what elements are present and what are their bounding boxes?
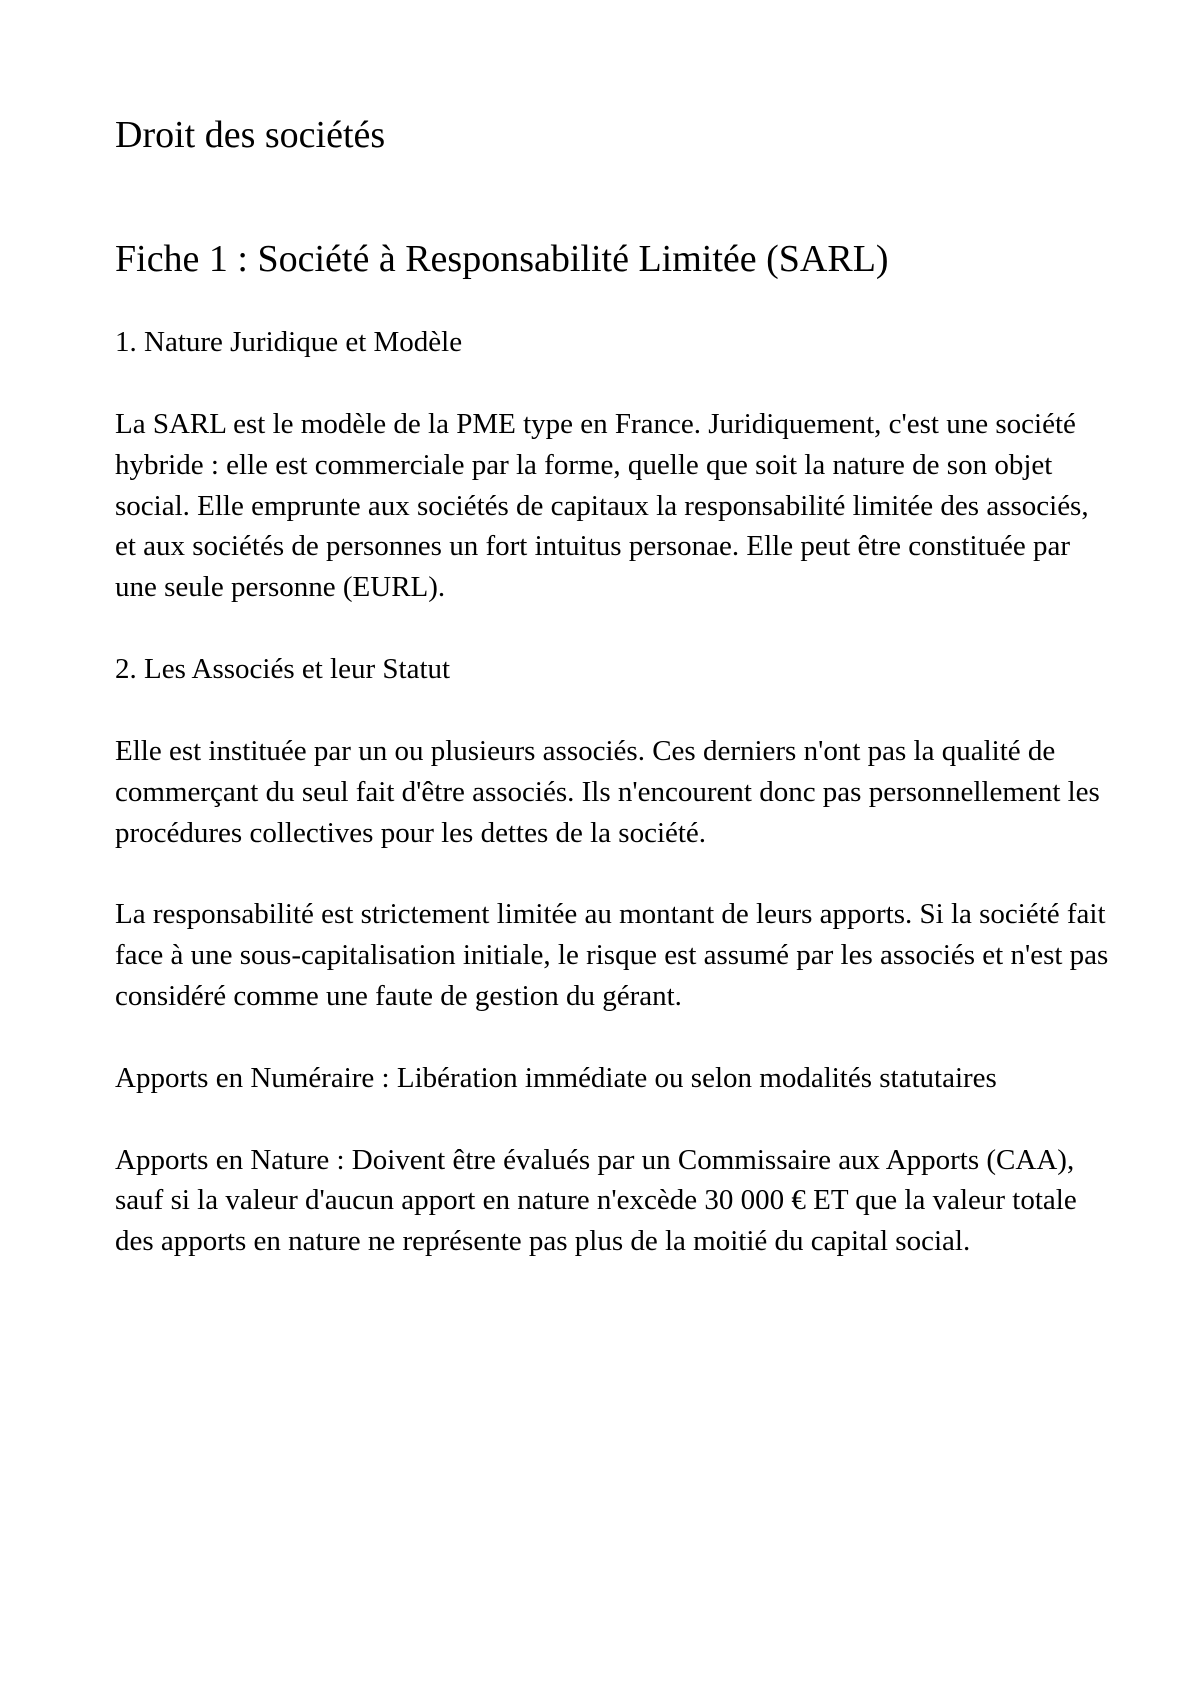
- paragraph-apports-numeraire: Apports en Numéraire : Libération immédiate ou selon modalités statutaires: [115, 1061, 997, 1094]
- paragraph-apports-nature: Apports en Nature : Doivent être évalués par un Commissaire aux Apports (CAA), sauf si la valeur d'aucun apport en nature n'excède 30 000 € ET que la valeur totale des apports en nature ne représente pas plus de la moitié du capital social.: [115, 1143, 1077, 1258]
- document-title: Droit des sociétés: [115, 114, 386, 156]
- fiche-title: Fiche 1 : Société à Responsabilité Limitée (SARL): [115, 238, 889, 280]
- section-heading-nature: 1. Nature Juridique et Modèle: [115, 326, 463, 358]
- paragraph-nature-juridique: La SARL est le modèle de la PME type en France. Juridiquement, c'est une société hybride : elle est commerciale par la forme, quelle que soit la nature de son objet social. Elle emprunte aux sociétés de capitaux la responsabilité limitée des associés, et aux sociétés de personnes un fort intuitus personae. Elle peut être constituée par une seule personne (EURL).: [115, 408, 1089, 604]
- section-heading-associes: 2. Les Associés et leur Statut: [115, 652, 451, 685]
- paragraph-responsabilite: La responsabilité est strictement limitée au montant de leurs apports. Si la société fait face à une sous-capitalisation initiale, le risque est assumé par les associés et n'est pas considéré comme une faute de gestion du gérant.: [115, 898, 1109, 1012]
- document-content: [115, 113, 1115, 1262]
- paragraph-associes-statut: Elle est instituée par un ou plusieurs associés. Ces derniers n'ont pas la qualité de commerçant du seul fait d'être associés. Ils n'encourent donc pas personnellement les procédures collectives pour les dettes de la société.: [115, 734, 1100, 849]
